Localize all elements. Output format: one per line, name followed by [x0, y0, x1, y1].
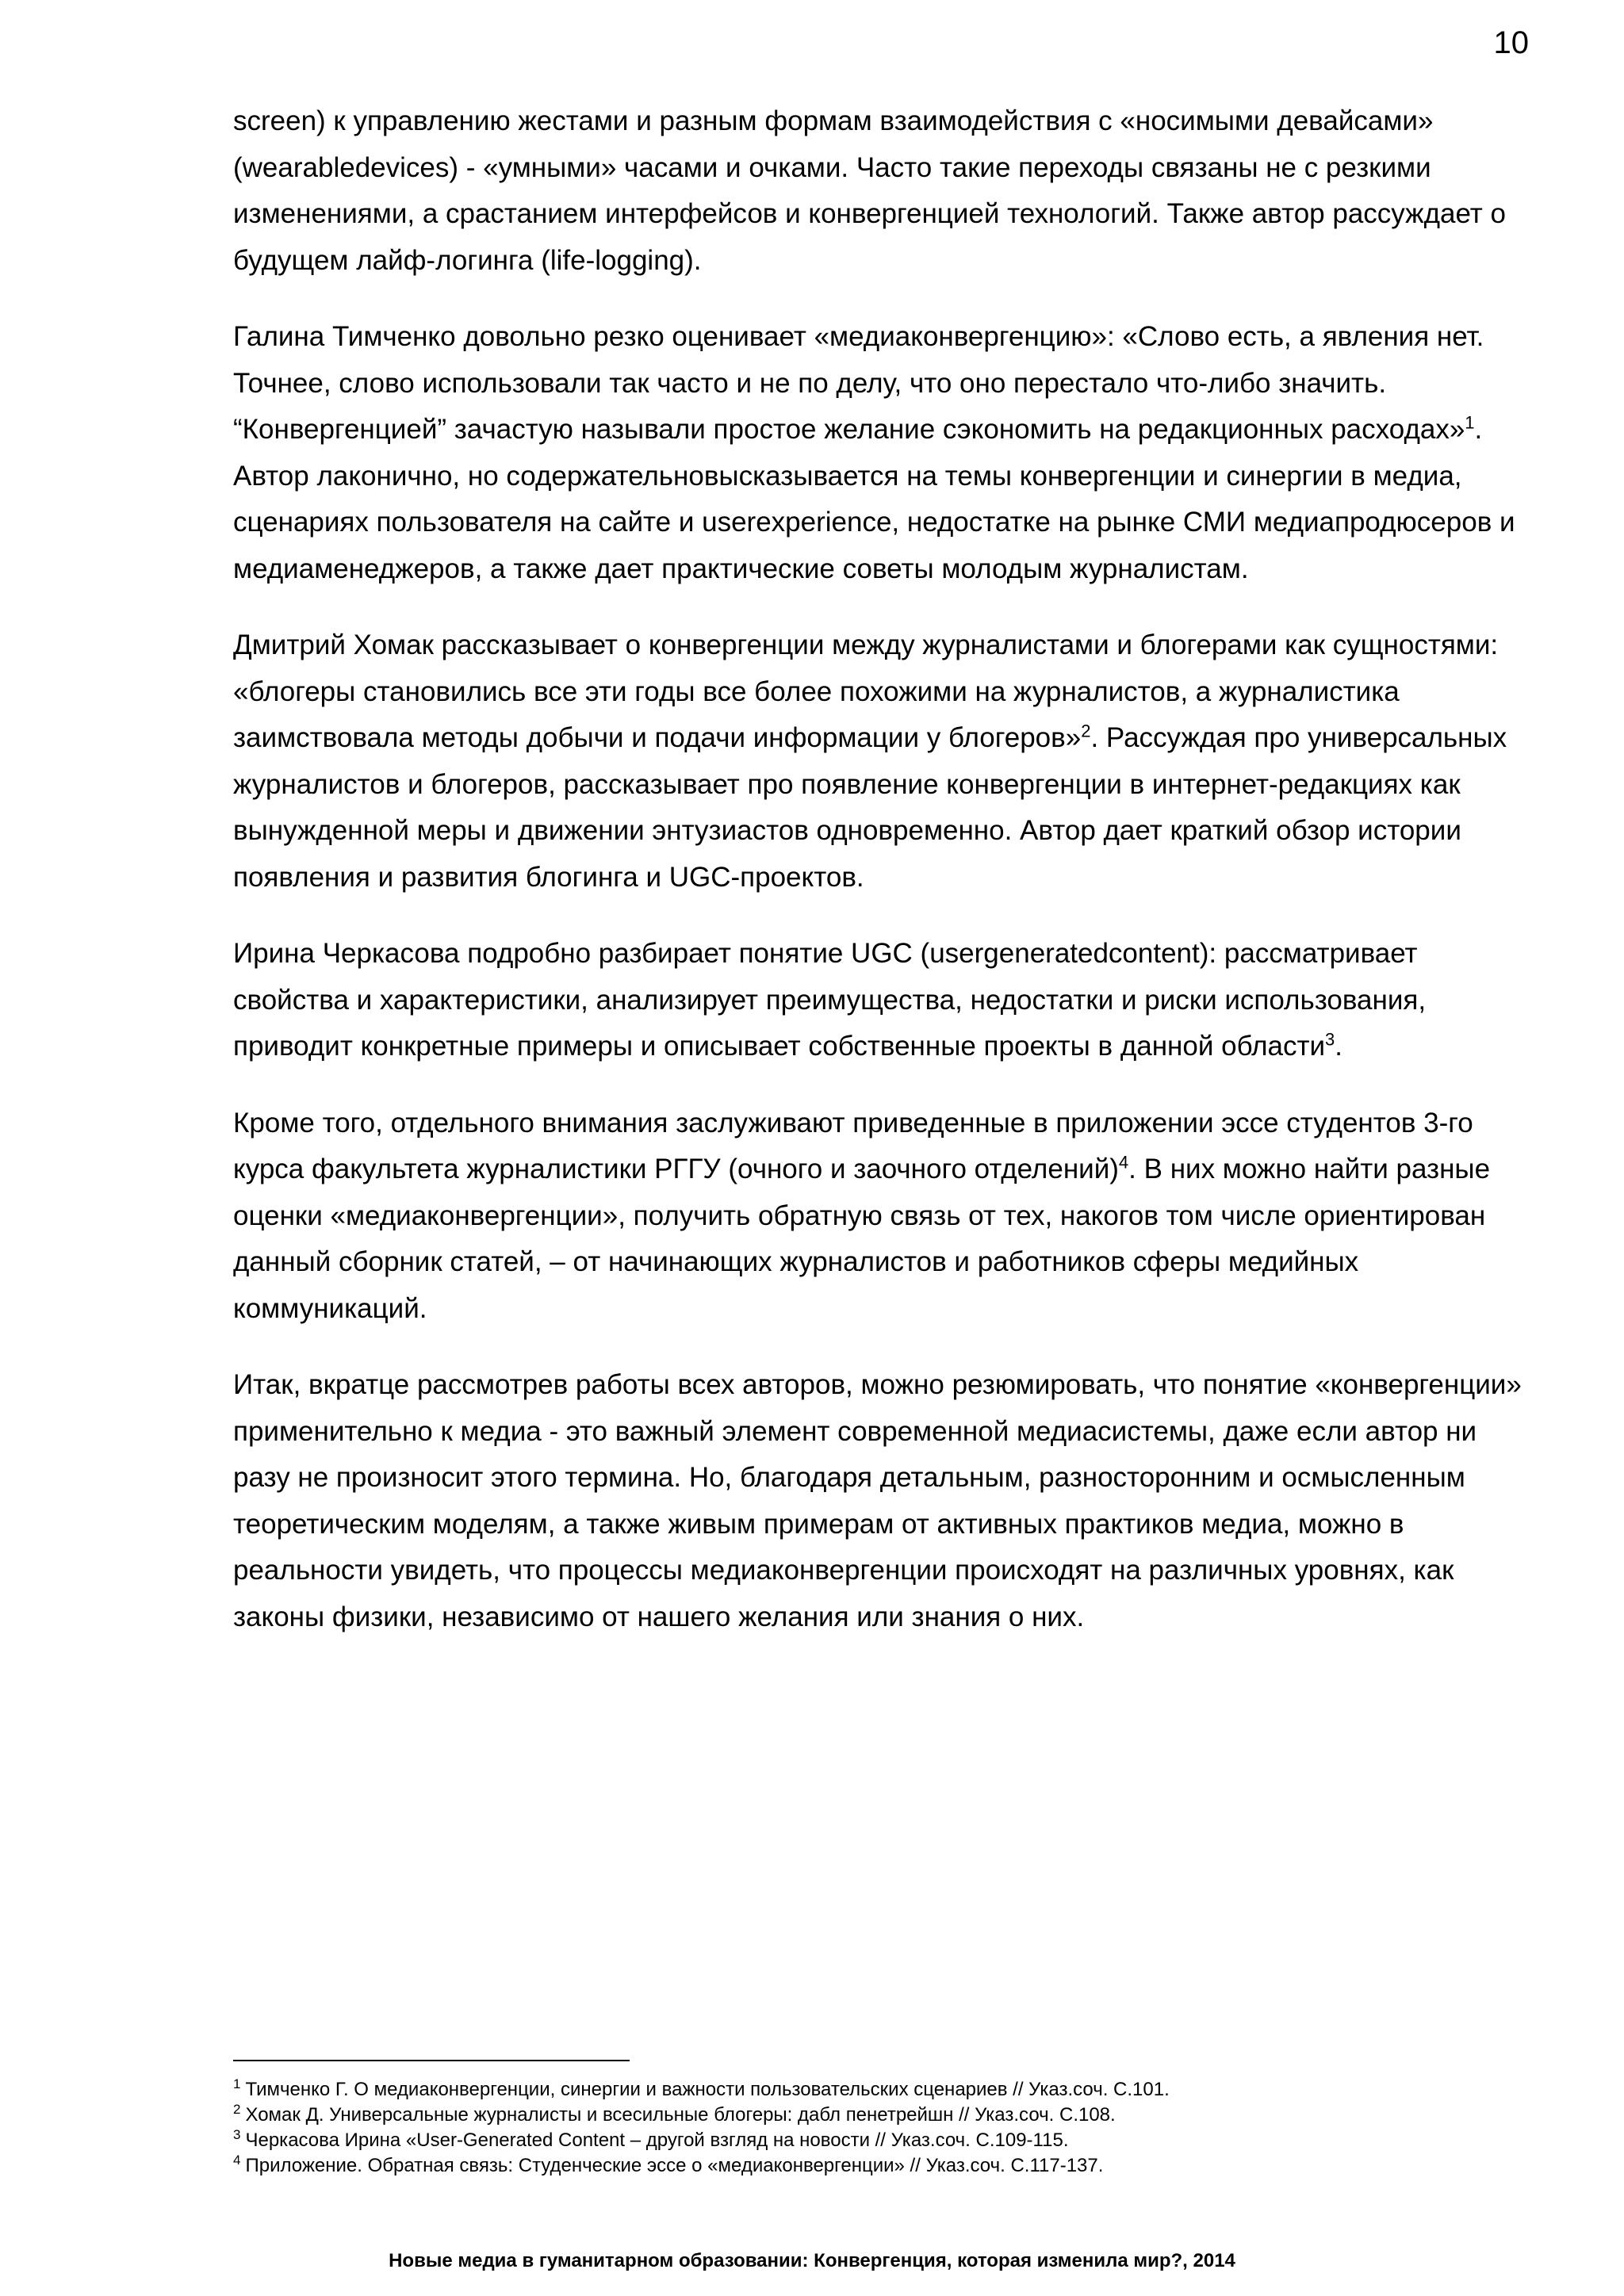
footnote-1 — [233, 2077, 1534, 2103]
page-footer: Новые медиа в гуманитарном образовании: Конвергенция, которая изменила мир?, 2014 — [389, 2250, 1235, 2271]
footnote-4 — [233, 2153, 1534, 2179]
paragraph-text: Дмитрий Хомак рассказывает о конвергенции между журналистами и блогерами как сущностями: «блогеры становились все эти годы все более похожими на журналистов, а журналистика заимствовала методы добычи и подачи информации у блогеров» — [233, 629, 1499, 753]
paragraph-5 — [233, 1100, 1530, 1333]
page-number: 10 — [1493, 25, 1529, 60]
paragraph-text: screen) к управлению жестами и разным формам взаимодействия с «носимыми девайсами» (wearabledevices) - «умными» часами и очками. Часто такие переходы связаны не с резкими изменениями, а срастанием интерфейсов и конвергенцией технологий. Также автор рассуждает о будущем лайф-логинга (life-logging). — [233, 105, 1507, 276]
footnote-text: Приложение. Обратная связь: Студенческие эссе о «медиаконвергенции» // Указ.соч. С.117-137. — [245, 2155, 1104, 2176]
paragraph-text: Ирина Черкасова подробно разбирает понятие UGC (usergeneratedcontent): рассматривает свойства и характеристики, анализирует преимущества, недостатки и риски использования, приводит конкретные примеры и описывает собственные проекты в данной области — [233, 938, 1427, 1062]
paragraph-text-continued: . В них можно найти разные оценки «медиаконвергенции», получить обратную связь от тех, накогов том числе ориентирован данный сборник статей, – от начинающих журналистов и работников сферы медийных коммуникаций. — [233, 1154, 1491, 1324]
paragraph-2 — [233, 314, 1530, 592]
footnote-number: 3 — [233, 2127, 241, 2142]
paragraph-1 — [233, 98, 1530, 284]
footnote-3 — [233, 2128, 1534, 2153]
footnote-ref-1[interactable]: 1 — [1465, 412, 1475, 433]
paragraph-text-continued: . — [1335, 1031, 1343, 1062]
footnote-text: Черкасова Ирина «User-Generated Content – другой взгляд на новости // Указ.соч. С.109-115. — [245, 2130, 1069, 2151]
paragraph-text-continued: . Рассуждая про универсальных журналистов и блогеров, рассказывает про появление конвергенции в интернет-редакциях как вынужденной меры и движении энтузиастов одновременно. Автор дает краткий обзор истории появления и развития блогинга и UGC-проектов. — [233, 722, 1507, 893]
footnote-number: 2 — [233, 2102, 241, 2117]
footnote-ref-2[interactable]: 2 — [1081, 721, 1091, 741]
paragraph-text: Итак, вкратце рассмотрев работы всех авторов, можно резюмировать, что понятие «конвергенции» применительно к медиа - это важный элемент современной медиасистемы, даже если автор ни разу не произносит этого термина. Но, благодаря детальным, разносторонним и осмысленным теоретическим моделям, а также живым примерам от активных практиков медиа, можно в реальности увидеть, что процессы медиаконвергенции происходят на различных уровнях, как законы физики, независимо от нашего желания или знания о них. — [233, 1369, 1522, 1632]
footnote-2 — [233, 2103, 1534, 2128]
paragraph-text: Галина Тимченко довольно резко оценивает «медиаконвергенцию»: «Слово есть, а явления нет. Точнее, слово использовали так часто и не по делу, что оно перестало что-либо значить. “Конвергенцией” зачастую называли простое желание сэкономить на редакционных расходах» — [233, 321, 1484, 445]
footnote-number: 1 — [233, 2076, 241, 2091]
body-text — [233, 98, 1530, 1670]
footnote-separator — [233, 2060, 630, 2061]
footnote-ref-3[interactable]: 3 — [1325, 1029, 1335, 1050]
footnote-number: 4 — [233, 2152, 241, 2168]
paragraph-text-continued: . Автор лаконично, но содержательновысказывается на темы конвергенции и синергии в медиа, сценариях пользователя на сайте и userexperience, недостатке на рынке СМИ медиапродюсеров и медиаменеджеров, а также дает практические советы молодым журналистам. — [233, 414, 1515, 584]
paragraph-4 — [233, 931, 1530, 1070]
footnote-text: Хомак Д. Универсальные журналисты и всесильные блогеры: дабл пенетрейшн // Указ.соч. С.108. — [245, 2104, 1116, 2126]
footnote-ref-4[interactable]: 4 — [1118, 1152, 1129, 1173]
paragraph-text: Кроме того, отдельного внимания заслуживают приведенные в приложении эссе студентов 3-го курса факультета журналистики РГГУ (очного и заочного отделений) — [233, 1107, 1473, 1184]
footnotes — [233, 2077, 1534, 2179]
paragraph-6 — [233, 1362, 1530, 1640]
footnote-text: Тимченко Г. О медиаконвергенции, синергии и важности пользовательских сценариев // Указ.соч. С.101. — [245, 2079, 1170, 2100]
paragraph-3 — [233, 622, 1530, 901]
